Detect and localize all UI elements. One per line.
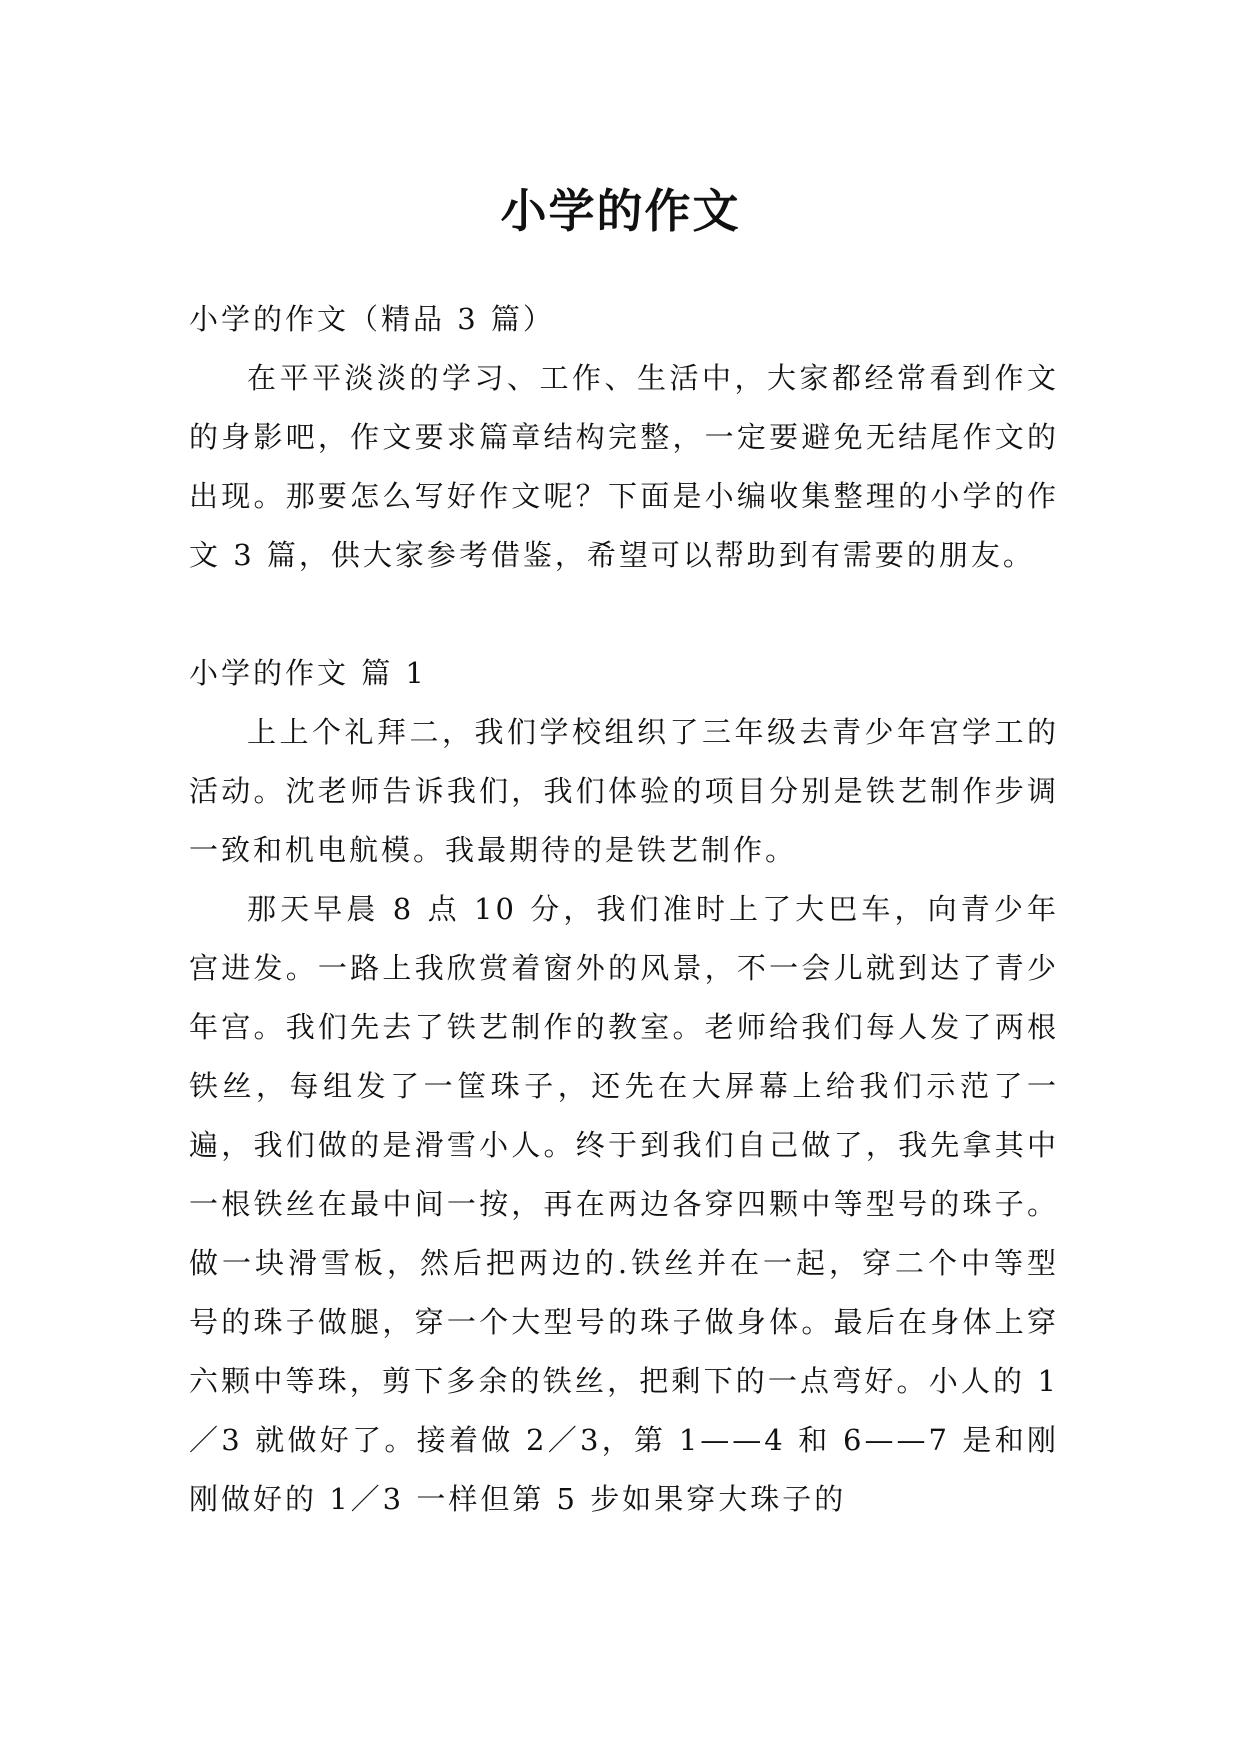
essay-paragraph-2: 那天早晨 8 点 10 分，我们准时上了大巴车，向青少年宫进发。一路上我欣赏着窗外的风景，不一会儿就到达了青少年宫。我们先去了铁艺制作的教室。老师给我们每人发了两根铁丝，每组发了一筐珠子，还先在大屏幕上给我们示范了一遍，我们做的是滑雪小人。终于到我们自己做了，我先拿其中一根铁丝在最中间一按，再在两边各穿四颗中等型号的珠子。做一块滑雪板，然后把两边的.铁丝并在一起，穿二个中等型号的珠子做腿，穿一个大型号的珠子做身体。最后在身体上穿六颗中等珠，剪下多余的铁丝，把剩下的一点弯好。小人的 1／3 就做好了。接着做 2／3，第 1——4 和 6——7 是和刚刚做好的 1／3 一样但第 5 步如果穿大珠子的 [189, 892, 1059, 1516]
document-body [189, 290, 1059, 1529]
essay-paragraph-1: 上上个礼拜二，我们学校组织了三年级去青少年宫学工的活动。沈老师告诉我们，我们体验的项目分别是铁艺制作步调一致和机电航模。我最期待的是铁艺制作。 [189, 715, 1059, 867]
document-title: 小学的作文 [500, 183, 741, 238]
document-subtitle: 小学的作文（精品 3 篇） [189, 302, 555, 336]
section-spacer [189, 585, 1059, 644]
intro-paragraph: 在平平淡淡的学习、工作、生活中，大家都经常看到作文的身影吧，作文要求篇章结构完整，一定要避免无结尾作文的出现。那要怎么写好作文呢？下面是小编收集整理的小学的作文 3 篇，供大家参考借鉴，希望可以帮助到有需要的朋友。 [189, 361, 1059, 572]
essay-heading: 小学的作文 篇 1 [189, 656, 427, 690]
